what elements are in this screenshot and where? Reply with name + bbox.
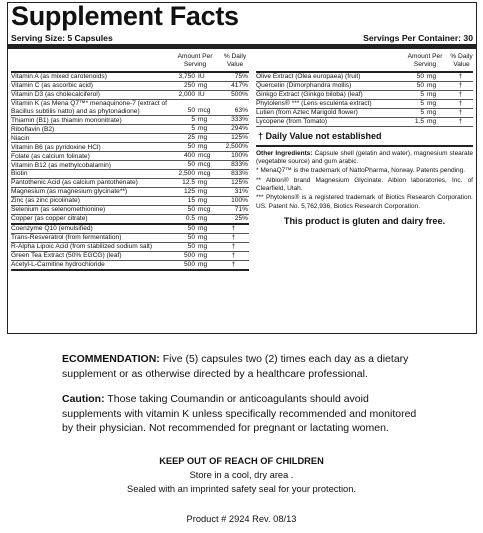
- recommendation-paragraph: [62, 352, 430, 381]
- nutrient-unit: mg: [198, 242, 208, 250]
- nutrient-amount: 1.5: [414, 117, 424, 125]
- recommendation-text: Five (5) capsules two (2) times each day as a dietary supplement or as otherwise directed by a healthcare professional.: [62, 353, 409, 380]
- nutrient-name: Pantothenic Acid (as calcium pantothenate): [11, 179, 138, 187]
- nutrient-amount: 500: [183, 260, 195, 268]
- nutrient-daily-value: 25%: [234, 215, 248, 222]
- nutrient-row: [11, 161, 249, 170]
- nutrient-daily-value: †: [231, 233, 236, 241]
- nutrient-row: [256, 109, 473, 118]
- nutrient-name: Vitamin B12 (as methylcobalamin): [11, 161, 111, 169]
- footnote-albion: ** Albion® brand Magnesium Glycinate. Albion laboratories, Inc. of Clearfield, Utah.: [256, 176, 473, 192]
- nutrient-name: Acetyl-L-Carnitine hydrochloride: [11, 261, 105, 269]
- nutrient-daily-value: 100%: [231, 152, 248, 160]
- nutrient-name: Ginkgo Extract (Ginkgo biloba) (leaf): [256, 91, 363, 99]
- nutrient-amount: 50: [187, 143, 195, 151]
- nutrient-row: [11, 73, 249, 82]
- nutrient-unit: mcg: [198, 170, 211, 178]
- caution-text: Those taking Coumandin or anticoagulants should avoid supplements with vitamin K unless specifically recommended and monitored by their physician. Not recommended for pregnant or lactating women.: [62, 393, 417, 434]
- nutrient-daily-value: 417%: [231, 81, 248, 89]
- nutrient-unit: mg: [427, 81, 437, 89]
- nutrient-row: [256, 100, 473, 109]
- title-rule: [8, 44, 476, 49]
- nutrient-amount: 50: [187, 161, 195, 169]
- nutrient-daily-value: †: [231, 242, 236, 250]
- nutrient-daily-value: 833%: [231, 161, 248, 169]
- nutrient-name: Zinc (as zinc picolinate): [11, 197, 80, 205]
- nutrient-row: [11, 261, 249, 271]
- nutrient-unit: mg: [198, 197, 208, 205]
- caution-paragraph: [62, 392, 430, 436]
- caution-label: Caution:: [62, 393, 105, 405]
- nutrient-daily-value: 100%: [231, 197, 248, 205]
- nutrient-amount: 15: [187, 197, 195, 205]
- nutrient-row: [11, 197, 249, 206]
- nutrient-daily-value: 31%: [234, 188, 248, 196]
- nutrient-amount: 400: [183, 152, 195, 160]
- other-ingredients-text: Capsule shell (gelatin and water), magnesium stearate (vegetable source) and gum arabic.: [256, 149, 473, 166]
- nutrient-name: Lycopene (from Tomato): [256, 118, 328, 126]
- nutrient-daily-value: †: [458, 108, 463, 116]
- nutrient-row: [11, 234, 249, 243]
- storage-instruction: Store in a cool, dry area .: [189, 470, 294, 480]
- nutrient-name: Biotin: [11, 170, 28, 178]
- nutrient-daily-value: †: [231, 260, 236, 268]
- nutrient-daily-value: 75%: [234, 72, 248, 80]
- nutrient-daily-value: 125%: [231, 134, 248, 142]
- nutrient-daily-value: †: [458, 117, 463, 125]
- nutrient-name: Thiamin (B1) (as thiamin mononitrate): [11, 116, 122, 124]
- nutrient-row: [11, 179, 249, 188]
- nutrient-amount: 50: [187, 233, 195, 241]
- nutrient-unit: mg: [198, 81, 208, 89]
- footnote-menaq7: * MenaQ7™ is the trademark of NattoPharma, Norway. Patents pending.: [256, 167, 466, 175]
- keep-out-of-reach-warning: KEEP OUT OF REACH OF CHILDREN: [159, 456, 324, 466]
- nutrient-daily-value: 71%: [234, 206, 248, 214]
- nutrient-unit: mg: [427, 72, 437, 80]
- nutrient-amount: 5: [191, 116, 195, 124]
- nutrient-amount: 5: [420, 90, 424, 98]
- nutrient-amount: 50: [187, 224, 195, 232]
- nutrient-name: Vitamin D3 (as cholecalciferol): [11, 91, 100, 99]
- nutrient-name: Vitamin B6 (as pyridoxine HCl): [11, 143, 101, 151]
- product-number: Product # 2924 Rev. 08/13: [186, 514, 297, 524]
- nutrient-amount: 5: [420, 108, 424, 116]
- nutrient-amount: 3,750: [178, 72, 195, 80]
- right-column-header: [256, 51, 473, 73]
- nutrient-row: [11, 170, 249, 179]
- nutrient-row: [11, 125, 249, 134]
- nutrient-name: R-Alpha Lipoic Acid (from stabilized sodium salt): [11, 243, 153, 251]
- nutrient-name: Magnesium (as magnesium glycinate**): [11, 188, 128, 196]
- footnote-phytolens: *** Phytolens® is a registered trademark of Biotics Research Corporation. US. Patent No. 5,762,936, Biotics Research Corporation.: [256, 194, 473, 210]
- nutrient-amount: 50: [187, 206, 195, 214]
- nutrient-amount: 25: [187, 134, 195, 142]
- serving-size: Serving Size: 5 Capsules: [11, 33, 113, 43]
- nutrient-name: Selenium (as selenomethionine): [11, 206, 106, 214]
- nutrient-amount: 250: [183, 81, 195, 89]
- left-nutrient-list: [11, 73, 249, 271]
- daily-value-not-established: † Daily Value not established: [256, 127, 473, 147]
- nutrient-unit: mg: [198, 116, 208, 124]
- nutrient-unit: IU: [198, 72, 205, 80]
- other-ingredients-label: Other Ingredients:: [256, 149, 313, 157]
- nutrient-name: Folate (as calcium folinate): [11, 152, 90, 160]
- nutrient-row: [256, 73, 473, 82]
- supplement-facts-panel: [7, 2, 477, 334]
- nutrient-unit: mg: [198, 233, 208, 241]
- nutrient-amount: 2,000: [178, 90, 195, 98]
- gluten-free-statement: This product is gluten and dairy free.: [283, 215, 446, 226]
- nutrient-name: Phytolens® *** (Lens esculenta extract): [256, 100, 372, 108]
- nutrient-row: [11, 188, 249, 197]
- nutrient-unit: mg: [427, 117, 437, 125]
- nutrient-row: [11, 82, 249, 91]
- nutrient-daily-value: 2,500%: [225, 143, 248, 151]
- nutrient-daily-value: †: [458, 99, 463, 107]
- nutrient-unit: mg: [427, 108, 437, 116]
- nutrient-name: Lutien (from Aztec Marigold flower): [256, 109, 358, 117]
- nutrient-name: Vitamin K (as Mena Q7™* menaquinone-7 (extract of Bacillus subtilis natto) and as phytonadione): [11, 100, 168, 115]
- nutrient-daily-value: 294%: [231, 125, 248, 133]
- nutrient-name: Trans-Resveratrol (from fermentation): [11, 234, 122, 242]
- nutrient-row: [11, 243, 249, 252]
- nutrient-daily-value: 833%: [231, 170, 248, 178]
- nutrient-name: Olive Extract (Olea europaea) (fruit): [256, 73, 361, 81]
- nutrient-name: Coenzyme Q10 (emulsified): [11, 225, 93, 233]
- nutrient-unit: mg: [198, 224, 208, 232]
- nutrient-amount: 50: [416, 72, 424, 80]
- servings-per-container: Servings Per Container: 30: [363, 33, 473, 43]
- amount-per-serving-header: Amount Per Serving: [177, 53, 213, 68]
- nutrient-unit: mcg: [198, 206, 211, 214]
- left-column-header: [11, 51, 249, 73]
- nutrient-unit: mg: [198, 134, 208, 142]
- nutrient-row: [256, 82, 473, 91]
- nutrient-unit: mcg: [198, 107, 211, 115]
- nutrient-unit: mg: [198, 188, 208, 196]
- nutrient-daily-value: †: [458, 72, 463, 80]
- nutrient-unit: mg: [427, 90, 437, 98]
- recommendation-label: ECOMMENDATION:: [62, 353, 160, 365]
- nutrient-row: [11, 215, 249, 225]
- nutrient-amount: 500: [183, 251, 195, 259]
- nutrient-row: [11, 252, 249, 261]
- nutrient-unit: mg: [198, 215, 208, 222]
- left-column: [11, 51, 249, 271]
- nutrient-amount: 0.5: [185, 215, 195, 222]
- nutrient-amount: 50: [187, 107, 195, 115]
- nutrient-row: [11, 143, 249, 152]
- nutrient-daily-value: †: [231, 224, 236, 232]
- nutrient-unit: mg: [198, 260, 208, 268]
- nutrient-amount: 2,500: [178, 170, 195, 178]
- nutrient-daily-value: 500%: [231, 90, 248, 98]
- nutrient-row: [11, 225, 249, 234]
- nutrient-amount: 12.5: [182, 179, 195, 187]
- nutrient-unit: mcg: [198, 161, 211, 169]
- right-column: [256, 51, 473, 226]
- nutrient-row: [11, 100, 249, 117]
- nutrient-unit: IU: [198, 90, 205, 98]
- nutrient-daily-value: 333%: [231, 116, 248, 124]
- nutrient-unit: mg: [198, 179, 208, 187]
- daily-value-header: % Daily Value: [450, 53, 473, 68]
- nutrient-row: [11, 152, 249, 161]
- nutrient-name: Copper (as copper citrate): [11, 215, 88, 223]
- nutrient-unit: mcg: [198, 152, 211, 160]
- nutrient-daily-value: †: [231, 251, 236, 259]
- nutrient-row: [256, 91, 473, 100]
- nutrient-amount: 5: [191, 125, 195, 133]
- nutrient-unit: mg: [427, 99, 437, 107]
- nutrient-row: [11, 206, 249, 215]
- nutrient-name: Vitamin A (as mixed carotenoids): [11, 73, 107, 81]
- amount-per-serving-header: Amount Per Serving: [407, 53, 443, 68]
- nutrient-daily-value: †: [458, 81, 463, 89]
- nutrient-name: Green Tea Extract (50% EGCG) (leaf): [11, 252, 122, 260]
- nutrient-daily-value: 125%: [231, 179, 248, 187]
- nutrient-row: [11, 91, 249, 100]
- safety-seal-statement: Sealed with an imprinted safety seal for your protection.: [127, 484, 356, 494]
- nutrient-row: [11, 116, 249, 125]
- nutrient-amount: 125: [183, 188, 195, 196]
- other-ingredients: [256, 150, 473, 167]
- nutrient-daily-value: 63%: [234, 107, 248, 115]
- right-nutrient-list: [256, 73, 473, 127]
- nutrient-name: Niacin: [11, 134, 30, 142]
- daily-value-header: % Daily Value: [223, 53, 247, 68]
- nutrient-amount: 5: [420, 99, 424, 107]
- nutrient-daily-value: †: [458, 90, 463, 98]
- nutrient-amount: 50: [187, 242, 195, 250]
- nutrient-amount: 50: [416, 81, 424, 89]
- nutrient-name: Quercetin (Dimorphandra mollis): [256, 82, 352, 90]
- nutrient-name: Vitamin C (as ascorbic acid): [11, 82, 93, 90]
- nutrient-name: Riboflavin (B2): [11, 125, 55, 133]
- nutrient-row: [256, 118, 473, 127]
- panel-title: Supplement Facts: [11, 1, 239, 31]
- label-notes: [256, 147, 473, 211]
- nutrient-unit: mg: [198, 251, 208, 259]
- nutrient-row: [11, 134, 249, 143]
- nutrient-unit: mg: [198, 143, 208, 151]
- nutrient-unit: mg: [198, 125, 208, 133]
